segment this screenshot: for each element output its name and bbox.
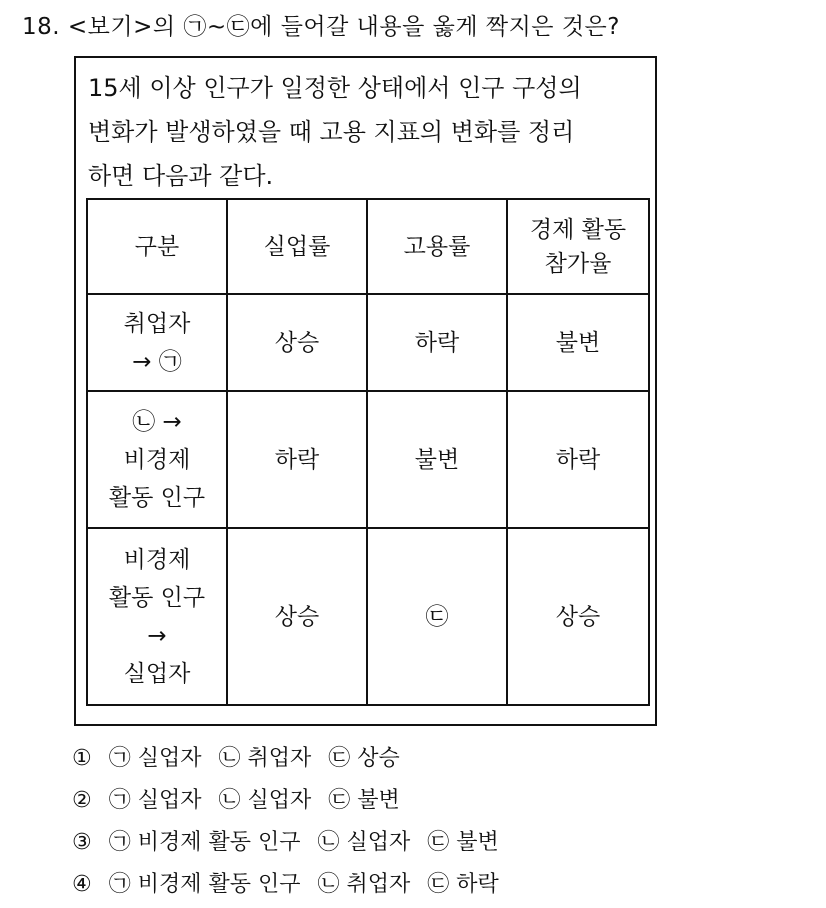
header-participation-rate: 경제 활동 참가율 — [507, 199, 649, 294]
choice-part-b: ㉡ 취업자 — [218, 746, 312, 771]
choice-part-a: ㉠ 비경제 활동 인구 — [108, 872, 301, 897]
employment-indicator-table — [86, 198, 650, 706]
choice-2[interactable] — [72, 782, 509, 824]
choice-part-c: ㉢ 하락 — [427, 872, 499, 897]
choice-4[interactable] — [72, 866, 509, 908]
choice-number: ④ — [72, 872, 92, 897]
table-cell: 상승 — [507, 528, 649, 705]
table-row — [87, 391, 649, 528]
choice-part-b: ㉡ 실업자 — [218, 788, 312, 813]
question-title: 18. <보기>의 ㉠~㉢에 들어갈 내용을 옳게 짝지은 것은? — [22, 14, 620, 40]
choice-number: ③ — [72, 830, 92, 855]
table-cell: 상승 — [227, 528, 367, 705]
choice-part-a: ㉠ 비경제 활동 인구 — [108, 830, 301, 855]
row-label: ㉡ → 비경제 활동 인구 — [87, 391, 227, 528]
table-cell: 불변 — [507, 294, 649, 391]
choice-part-c: ㉢ 불변 — [328, 788, 400, 813]
choice-part-b: ㉡ 실업자 — [317, 830, 411, 855]
choice-number: ① — [72, 746, 92, 771]
choice-part-a: ㉠ 실업자 — [108, 746, 202, 771]
choice-part-b: ㉡ 취업자 — [317, 872, 411, 897]
description-line: 15세 이상 인구가 일정한 상태에서 인구 구성의 — [88, 74, 582, 102]
choice-3[interactable] — [72, 824, 509, 866]
table-cell: 하락 — [227, 391, 367, 528]
choice-1[interactable] — [72, 740, 509, 782]
table-cell: ㉢ — [367, 528, 507, 705]
table-header-row — [87, 199, 649, 294]
reference-description — [88, 66, 648, 198]
reference-box — [74, 56, 657, 726]
choice-number: ② — [72, 788, 92, 813]
table-cell: 상승 — [227, 294, 367, 391]
header-unemployment-rate: 실업률 — [227, 199, 367, 294]
table-row — [87, 528, 649, 705]
header-category: 구분 — [87, 199, 227, 294]
description-line: 하면 다음과 같다. — [88, 162, 274, 190]
description-line: 변화가 발생하였을 때 고용 지표의 변화를 정리 — [88, 118, 575, 146]
choice-part-c: ㉢ 불변 — [427, 830, 499, 855]
choice-part-c: ㉢ 상승 — [328, 746, 400, 771]
row-label: 취업자 → ㉠ — [87, 294, 227, 391]
header-employment-rate: 고용률 — [367, 199, 507, 294]
table-row — [87, 294, 649, 391]
answer-choices — [72, 740, 509, 908]
choice-part-a: ㉠ 실업자 — [108, 788, 202, 813]
row-label: 비경제 활동 인구 → 실업자 — [87, 528, 227, 705]
table-cell: 불변 — [367, 391, 507, 528]
table-cell: 하락 — [507, 391, 649, 528]
table-cell: 하락 — [367, 294, 507, 391]
